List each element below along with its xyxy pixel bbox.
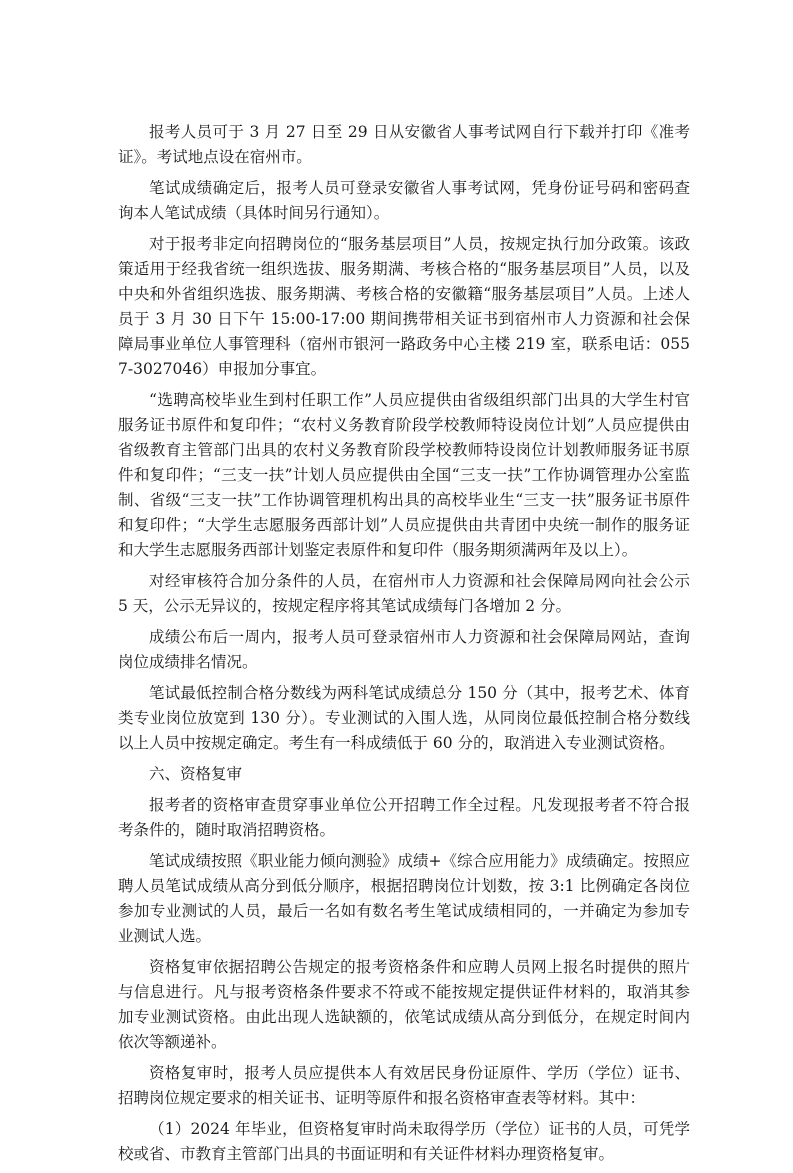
paragraph-score-ratio: 笔试成绩按照《职业能力倾向测验》成绩+《综合应用能力》成绩确定。按照应聘人员笔试成绩从高分到低分顺序，根据招聘岗位计划数，按 3:1 比例确定各岗位参加专业测试的人员，最后一名如有数名考生笔试成绩相同的，一并确定为参加专业测试人选。 [118, 852, 690, 945]
paragraph-graduates-2024: （1）2024 年毕业，但资格复审时尚未取得学历（学位）证书的人员，可凭学校或省、市教育主管部门出具的书面证明和有关证件材料办理资格复审。 [118, 1120, 690, 1163]
paragraph-bonus-policy: 对于报考非定向招聘岗位的“服务基层项目”人员，按规定执行加分政策。该政策适用于经我省统一组织选拔、服务期满、考核合格的“服务基层项目”人员，以及中央和外省组织选拔、服务期满、考核合格的安徽籍“服务基层项目”人员。上述人员于 3 月 30 日下午 15:00-17:00 期间携带相关证书到宿州市人力资源和社会保障局事业单位人事管理科（宿州市银河一路政务中心主楼 219 室，联系电话：0557-3027046）申报加分事宜。 [118, 235, 690, 378]
paragraph-bonus-publicity: 对经审核符合加分条件的人员，在宿州市人力资源和社会保障局网向社会公示 5 天，公示无异议的，按规定程序将其笔试成绩每门各增加 2 分。 [118, 572, 690, 615]
paragraph-review-scope: 报考者的资格审查贯穿事业单位公开招聘工作全过程。凡发现报考者不符合报考条件的，随时取消招聘资格。 [118, 796, 690, 839]
paragraph-bonus-documents: “选聘高校毕业生到村任职工作”人员应提供由省级组织部门出具的大学生村官服务证书原件和复印件；“农村义务教育阶段学校教师特设岗位计划”人员应提供由省级教育主管部门出具的农村义务教育阶段学校教师特设岗位计划教师服务证书原件和复印件；“三支一扶”计划人员应提供由全国“三支一扶”工作协调管理办公室监制、省级“三支一扶”工作协调管理机构出具的高校毕业生“三支一扶”服务证书原件和复印件；“大学生志愿服务西部计划”人员应提供由共青团中央统一制作的服务证和大学生志愿服务西部计划鉴定表原件和复印件（服务期须满两年及以上）。 [118, 391, 690, 559]
paragraph-score-query: 笔试成绩确定后，报考人员可登录安徽省人事考试网，凭身份证号码和密码查询本人笔试成绩（具体时间另行通知）。 [118, 179, 690, 222]
section-heading-qualification-review: 六、资格复审 [149, 765, 243, 783]
paragraph-review-materials: 资格复审时，报考人员应提供本人有效居民身份证原件、学历（学位）证书、招聘岗位规定要求的相关证书、证明等原件和报名资格审查表等材料。其中： [118, 1064, 690, 1107]
paragraph-review-basis: 资格复审依据招聘公告规定的报考资格条件和应聘人员网上报名时提供的照片与信息进行。凡与报考资格条件要求不符或不能按规定提供证件材料的，取消其参加专业测试资格。由此出现人选缺额的，依笔试成绩从高分到低分，在规定时间内依次等额递补。 [118, 958, 690, 1051]
paragraph-admission-ticket: 报考人员可于 3 月 27 日至 29 日从安徽省人事考试网自行下载并打印《准考证》。考试地点设在宿州市。 [118, 123, 690, 166]
paragraph-passing-score: 笔试最低控制合格分数线为两科笔试成绩总分 150 分（其中，报考艺术、体育类专业岗位放宽到 130 分）。专业测试的入围人选，从同岗位最低控制合格分数线以上人员中按规定确定。考生有一科成绩低于 60 分的，取消进入专业测试资格。 [118, 684, 690, 752]
document-page [118, 120, 690, 1173]
paragraph-ranking-query: 成绩公布后一周内，报考人员可登录宿州市人力资源和社会保障局网站，查询岗位成绩排名情况。 [118, 628, 690, 671]
